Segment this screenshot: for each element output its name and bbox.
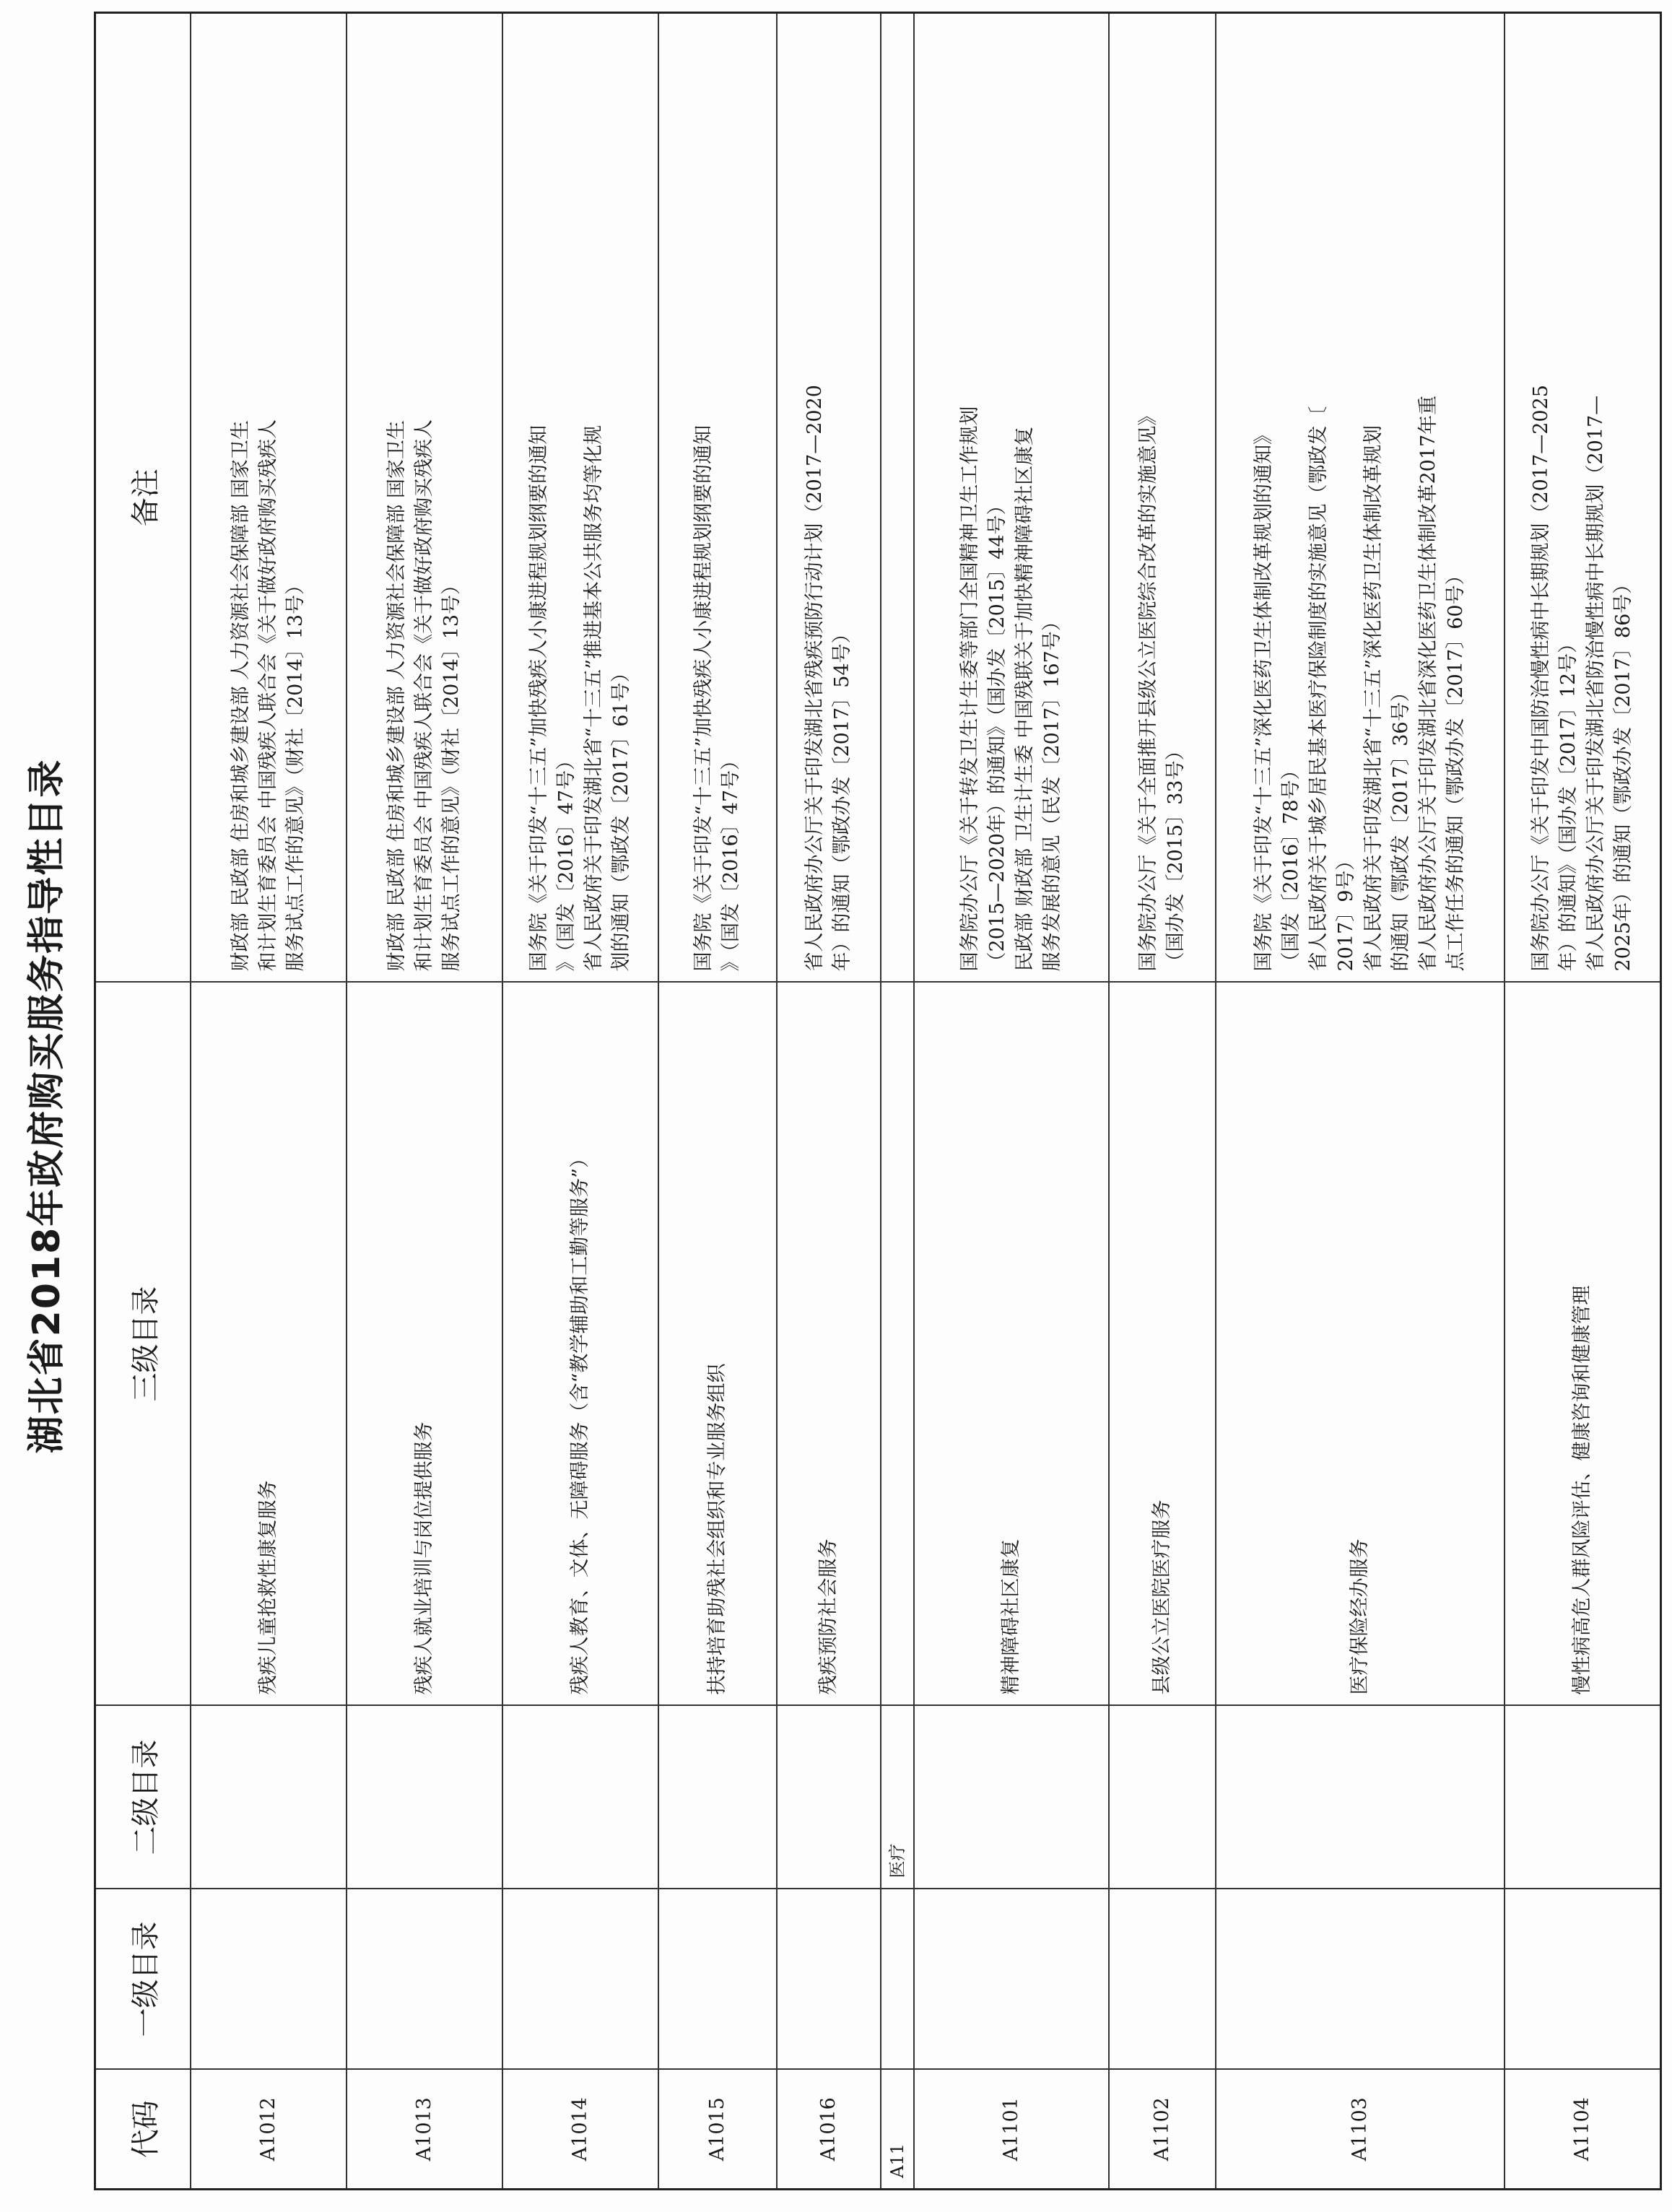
table-row [1216,13,1505,2190]
remark-line: 服务发展的意见（民发〔2017〕167号） [1041,611,1063,972]
remark-line: 和计划生育委员会 中国残疾人联合会《关于做好政府购买残疾人 [413,419,435,972]
row-level1 [502,1889,658,2070]
table-row [1109,13,1216,2190]
remark-line: 国务院《关于印发“十三五”深化医药卫生体制改革规划的通知》 [1253,424,1275,972]
row-level1 [1505,1889,1660,2070]
row-level3: 扶持培育助残社会组织和专业服务组织 [658,983,777,1706]
remark-line: 划的通知（鄂政发〔2017〕61号） [610,663,632,972]
remark-line: 省人民政府关于城乡居民基本医疗保险制度的实施意见（鄂政发〔 [1307,406,1330,972]
row-code: A1012 [191,2070,347,2190]
table-row [502,13,658,2190]
remark-line: 财政部 民政部 住房和城乡建设部 人力资源社会保障部 国家卫生 [386,420,408,972]
header-level3: 三级目录 [95,983,191,1706]
row-level2 [191,1706,347,1889]
row-remarks [502,13,658,983]
row-level2 [502,1706,658,1889]
row-code: A1102 [1109,2070,1216,2190]
row-remarks [658,13,777,983]
table-row [191,13,347,2190]
row-level1 [191,1889,347,2070]
remark-line: 民政部 财政部 卫生计生委 中国残联关于加快精神障碍社区康复 [1014,426,1036,972]
row-remarks [347,13,502,983]
remark-line: 服务试点工作的意见》（财社〔2014〕13号） [284,575,307,972]
row-remarks [1109,13,1216,983]
category-level1 [881,1889,914,2070]
remark-line: 点工作任务的通知（鄂政办发〔2017〕60号） [1445,565,1467,972]
page-title: 湖北省2018年政府购买服务指导性目录 [25,758,69,1454]
row-level2 [347,1706,502,1889]
row-level3: 县级公立医院医疗服务 [1109,983,1216,1706]
row-code: A1104 [1505,2070,1660,2190]
table-row [914,13,1109,2190]
remark-line: 国务院《关于印发“十三五”加快残疾人小康进程规划纲要的通知 [692,424,715,972]
row-level2 [777,1706,881,1889]
category-level3 [881,983,914,1706]
remark-line: 2017〕9号） [1335,850,1357,972]
row-remarks [191,13,347,983]
category-code: A11 [881,2070,914,2190]
row-level3: 残疾预防社会服务 [777,983,881,1706]
remark-line: （国办发〔2015〕33号） [1164,741,1187,972]
row-code: A1013 [347,2070,502,2190]
remark-line: 的通知（鄂政发〔2017〕36号） [1390,682,1412,972]
remark-line: 省人民政府办公厅关于印发湖北省防治慢性病中长期规划（2017— [1584,395,1607,972]
remark-line: 年）的通知（鄂政办发〔2017〕54号） [831,624,853,972]
row-level3: 残疾人教育、文体、无障碍服务（含“教学辅助和工勤等服务”） [502,983,658,1706]
row-level3: 残疾人就业培训与岗位提供服务 [347,983,502,1706]
row-level1 [1216,1889,1505,2070]
row-level3: 医疗保险经办服务 [1216,983,1505,1706]
row-level1 [1109,1889,1216,2070]
table-row [1505,13,1660,2190]
row-level2 [914,1706,1109,1889]
remark-line: 财政部 民政部 住房和城乡建设部 人力资源社会保障部 国家卫生 [230,420,252,972]
row-level1 [777,1889,881,2070]
remark-line: 省人民政府办公厅关于印发湖北省深化医药卫生体制改革2017年重 [1417,395,1440,972]
category-remarks [881,13,914,983]
row-level3: 慢性病高危人群风险评估、健康咨询和健康管理 [1505,983,1660,1706]
category-level2: 医疗 [881,1706,914,1889]
remark-line: 国务院办公厅《关于印发中国防治慢性病中长期规划（2017—2025 [1529,385,1552,972]
row-level2 [1109,1706,1216,1889]
row-level1 [914,1889,1109,2070]
row-code: A1016 [777,2070,881,2190]
remark-line: 服务试点工作的意见》（财社〔2014〕13号） [440,575,463,972]
remark-line: 省人民政府关于印发湖北省“十三五”深化医药卫生体制改革规划 [1362,424,1385,972]
row-code: A1103 [1216,2070,1505,2190]
remark-line: （国发〔2016〕78号） [1280,760,1302,972]
row-level1 [658,1889,777,2070]
table-header-row [95,13,191,2190]
remark-line: 》（国发〔2016〕47号） [555,750,578,972]
row-code: A1101 [914,2070,1109,2190]
remark-line: 年）的通知》（国办发〔2017〕12号） [1556,633,1580,972]
remark-line: 国务院办公厅《关于全面推开县级公立医院综合改革的实施意见》 [1137,406,1159,972]
header-code: 代码 [95,2070,191,2190]
catalog-table [94,12,1662,2190]
row-level3: 残疾儿童抢救性康复服务 [191,983,347,1706]
table-row [658,13,777,2190]
row-level3: 精神障碍社区康复 [914,983,1109,1706]
remark-line: 省人民政府关于印发湖北省“十三五”推进基本公共服务均等化规 [583,424,605,972]
remark-line: 国务院《关于印发“十三五”加快残疾人小康进程规划纲要的通知 [528,424,550,972]
category-row [881,13,914,2190]
remark-line: 国务院办公厅《关于转发卫生计生委等部门全国精神卫生工作规划 [959,406,981,972]
header-level1: 一级目录 [95,1889,191,2070]
remark-line: 省人民政府办公厅关于印发湖北省残疾预防行动计划（2017—2020 [804,385,826,972]
row-level2 [658,1706,777,1889]
remark-line: 2025年）的通知（鄂政办发〔2017〕86号） [1611,574,1634,972]
row-code: A1014 [502,2070,658,2190]
header-level2: 二级目录 [95,1706,191,1889]
remark-line: 和计划生育委员会 中国残疾人联合会《关于做好政府购买残疾人 [257,419,279,972]
table-row [777,13,881,2190]
table-row [347,13,502,2190]
row-code: A1015 [658,2070,777,2190]
row-level2 [1505,1706,1660,1889]
row-level1 [347,1889,502,2070]
remark-line: （2015—2020年）的通知》（国办发〔2015〕44号） [986,495,1009,972]
row-remarks [777,13,881,983]
row-remarks [1505,13,1660,983]
header-remarks: 备注 [95,13,191,983]
row-remarks [914,13,1109,983]
remark-line: 》（国发〔2016〕47号） [720,750,742,972]
row-remarks [1216,13,1505,983]
row-level2 [1216,1706,1505,1889]
